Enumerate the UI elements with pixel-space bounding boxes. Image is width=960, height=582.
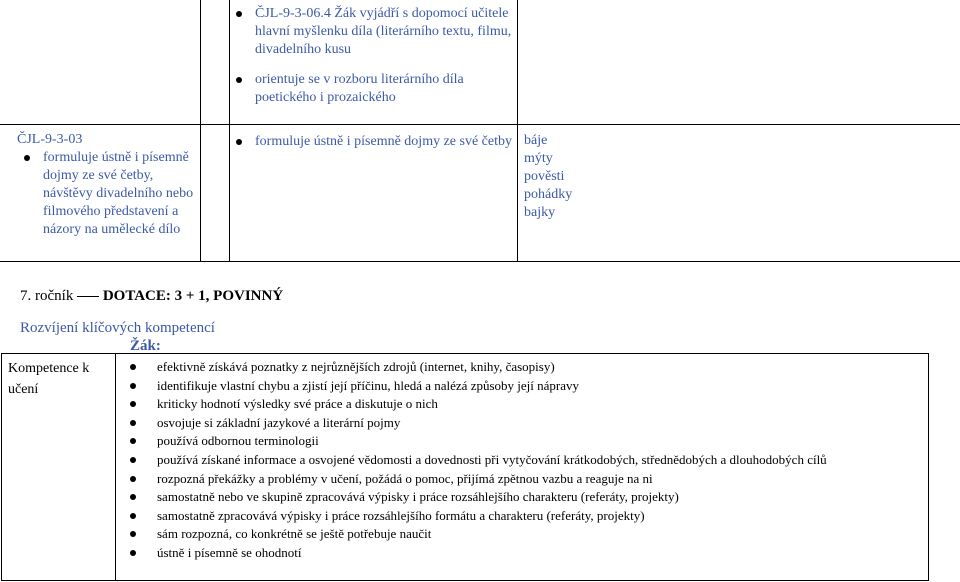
list-item: orientuje se v rozboru literárního díla poetického i prozaického [229, 71, 515, 107]
list-item: identifikuje vlastní chybu a zjistí její příčinu, hledá a nalézá způsoby její nápravy [116, 377, 922, 396]
grade-heading [20, 288, 283, 305]
list-item: sám rozpozná, co konkrétně se ještě potřebuje naučit [116, 525, 922, 544]
topic-line: mýty [524, 151, 553, 166]
grade-label: 7. ročník [20, 288, 74, 304]
student-label: Žák: [130, 338, 161, 354]
table-border [517, 0, 518, 262]
list-item: ústně i písemně se ohodnotí [116, 544, 922, 563]
table-border [0, 124, 960, 125]
topic-line: pohádky [524, 187, 573, 202]
expected-outcomes-cell [229, 5, 515, 107]
topic-line: báje [524, 133, 548, 148]
competence-label-cell [2, 354, 116, 580]
curriculum-table [0, 0, 960, 262]
school-outcomes-cell [229, 133, 515, 151]
key-competences-title: Rozvíjení klíčových kompetencí [20, 320, 215, 336]
list-item: osvojuje si základní jazykové a literární pojmy [116, 414, 922, 433]
competence-label: Kompetence k učení [8, 361, 90, 397]
dotace-label: DOTACE: 3 + 1, POVINNÝ [102, 288, 284, 304]
divider [77, 296, 99, 297]
competence-items-cell [116, 358, 922, 563]
list-item: samostatně nebo ve skupině zpracovává výpisky i práce rozsáhlejšího charakteru (referáty, projekty) [116, 488, 922, 507]
list-item: samostatně zpracovává výpisky i práce rozsáhlejšího formátu a charakteru (referáty, projekty) [116, 507, 922, 526]
list-item: ČJL-9-3-06.4 Žák vyjádří s dopomocí učitele hlavní myšlenku díla (literárního textu, filmu, divadelního kusu [229, 5, 515, 59]
table-border [0, 261, 960, 262]
table-border [200, 0, 201, 262]
topic-line: pověsti [524, 169, 565, 184]
list-item: efektivně získává poznatky z nejrůznějších zdrojů (internet, knihy, časopisy) [116, 358, 922, 377]
topics-cell [524, 132, 724, 222]
list-item: kriticky hodnotí výsledky své práce a diskutuje o nich [116, 395, 922, 414]
topic-line: bajky [524, 205, 556, 220]
competence-table [1, 353, 929, 581]
outcome-code: ČJL-9-3-03 [17, 132, 83, 147]
list-item: formuluje ústně i písemně dojmy ze své četby [229, 133, 515, 151]
list-item: používá odbornou terminologii [116, 432, 922, 451]
list-item: používá získané informace a osvojené vědomosti a dovednosti při vytyčování krátkodobých, střednědobých a dlouhodobých cílů [116, 451, 922, 470]
list-item: formuluje ústně i písemně dojmy ze své četby, návštěvy divadelního nebo filmového představení a názory na umělecké dílo [17, 149, 197, 239]
outcome-code-cell [17, 131, 197, 239]
list-item: rozpozná překážky a problémy v učení, požádá o pomoc, přijímá zpětnou vazbu a reaguje na ni [116, 470, 922, 489]
